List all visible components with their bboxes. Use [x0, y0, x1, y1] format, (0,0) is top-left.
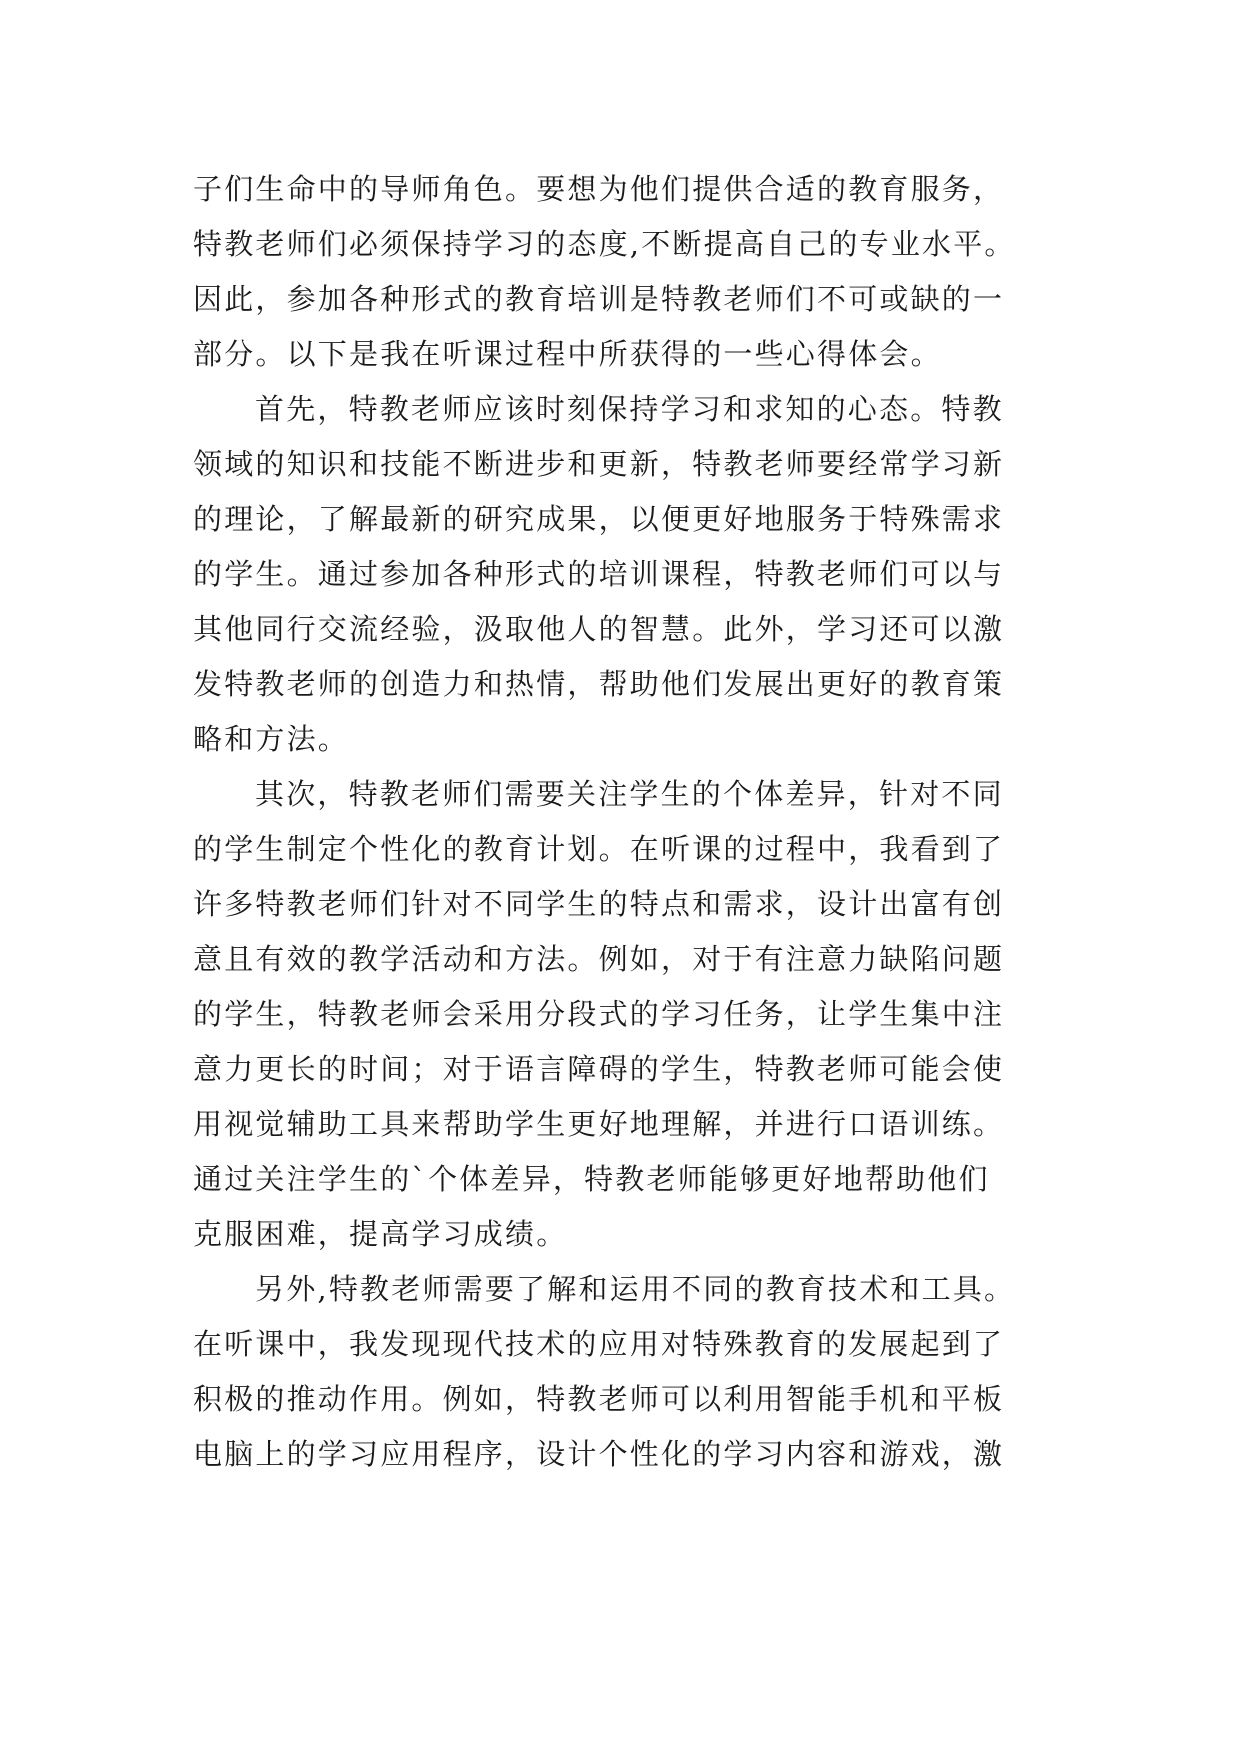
text-line: 领域的知识和技能不断进步和更新，特教老师要经常学习新 — [193, 447, 1005, 481]
text-line: 克服困难，提高学习成绩。 — [193, 1217, 568, 1251]
body-text — [193, 162, 1093, 1482]
text-line: 电脑上的学习应用程序，设计个性化的学习内容和游戏，激 — [193, 1437, 1005, 1471]
text-line: 意且有效的教学活动和方法。例如，对于有注意力缺陷问题 — [193, 942, 1005, 976]
text-line: 通过关注学生的`个体差异，特教老师能够更好地帮助他们 — [193, 1162, 990, 1196]
text-line: 的学生制定个性化的教育计划。在听课的过程中，我看到了 — [193, 832, 1005, 866]
text-line: 的学生，特教老师会采用分段式的学习任务，让学生集中注 — [193, 997, 1005, 1031]
text-line: 积极的推动作用。例如，特教老师可以利用智能手机和平板 — [193, 1382, 1005, 1416]
text-line: 因此，参加各种形式的教育培训是特教老师们不可或缺的一 — [193, 282, 1005, 316]
text-line: 用视觉辅助工具来帮助学生更好地理解，并进行口语训练。 — [193, 1107, 1005, 1141]
text-line: 部分。以下是我在听课过程中所获得的一些心得体会。 — [193, 337, 942, 371]
text-line: 的理论，了解最新的研究成果，以便更好地服务于特殊需求 — [193, 502, 1005, 536]
text-line: 特教老师们必须保持学习的态度,不断提高自己的专业水平。 — [193, 227, 1016, 261]
text-line: 其他同行交流经验，汲取他人的智慧。此外，学习还可以激 — [193, 612, 1005, 646]
text-line: 意力更长的时间；对于语言障碍的学生，特教老师可能会使 — [193, 1052, 1005, 1086]
text-line: 发特教老师的创造力和热情，帮助他们发展出更好的教育策 — [193, 667, 1005, 701]
text-line: 另外,特教老师需要了解和运用不同的教育技术和工具。 — [255, 1272, 1016, 1306]
text-line: 略和方法。 — [193, 722, 350, 756]
text-line: 首先，特教老师应该时刻保持学习和求知的心态。特教 — [255, 392, 1004, 426]
text-line: 的学生。通过参加各种形式的培训课程，特教老师们可以与 — [193, 557, 1005, 591]
text-line: 子们生命中的导师角色。要想为他们提供合适的教育服务， — [193, 172, 1005, 206]
text-line: 许多特教老师们针对不同学生的特点和需求，设计出富有创 — [193, 887, 1005, 921]
text-line: 在听课中，我发现现代技术的应用对特殊教育的发展起到了 — [193, 1327, 1005, 1361]
text-line: 其次，特教老师们需要关注学生的个体差异，针对不同 — [255, 777, 1004, 811]
